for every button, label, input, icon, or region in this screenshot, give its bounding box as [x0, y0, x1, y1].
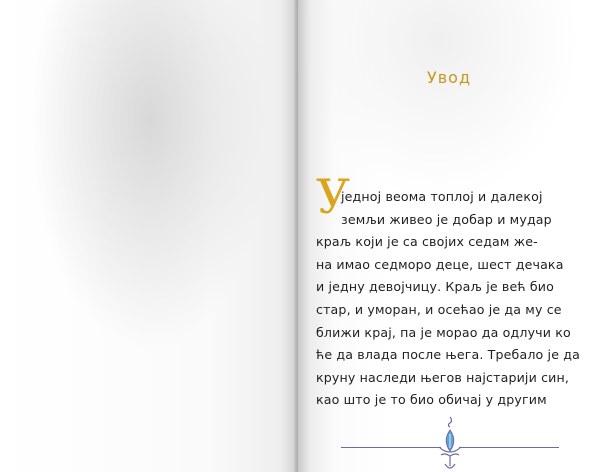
text-line: као што је то био обичај у другим	[316, 392, 547, 408]
drop-cap: У	[316, 170, 351, 225]
text-line: круну наследи његов најстарији син,	[316, 369, 570, 385]
right-page	[298, 0, 600, 472]
text-line: земљи живео је добар и мудар	[341, 211, 552, 227]
left-page	[0, 0, 298, 472]
ornament-line-left	[341, 447, 441, 448]
text-line: ће да влада после њега. Требало је да	[316, 347, 580, 363]
text-line: на имао седморо деце, шест дечака	[316, 256, 564, 272]
ornament-line-right	[459, 447, 559, 448]
text-line: стар, и уморан, и осећао је да му се	[316, 301, 562, 317]
text-line: краљ који је са својих седам же-	[316, 234, 538, 250]
chapter-body-text	[316, 170, 596, 412]
chapter-title: Увод	[426, 68, 472, 87]
fleur-ornament-icon	[433, 414, 467, 472]
text-line: једној веома топлој и далекој	[341, 189, 543, 204]
text-line: и једну девојчицу. Краљ је већ био	[316, 279, 554, 295]
text-line: ближи крај, па је морао да одлучи ко	[316, 324, 571, 340]
